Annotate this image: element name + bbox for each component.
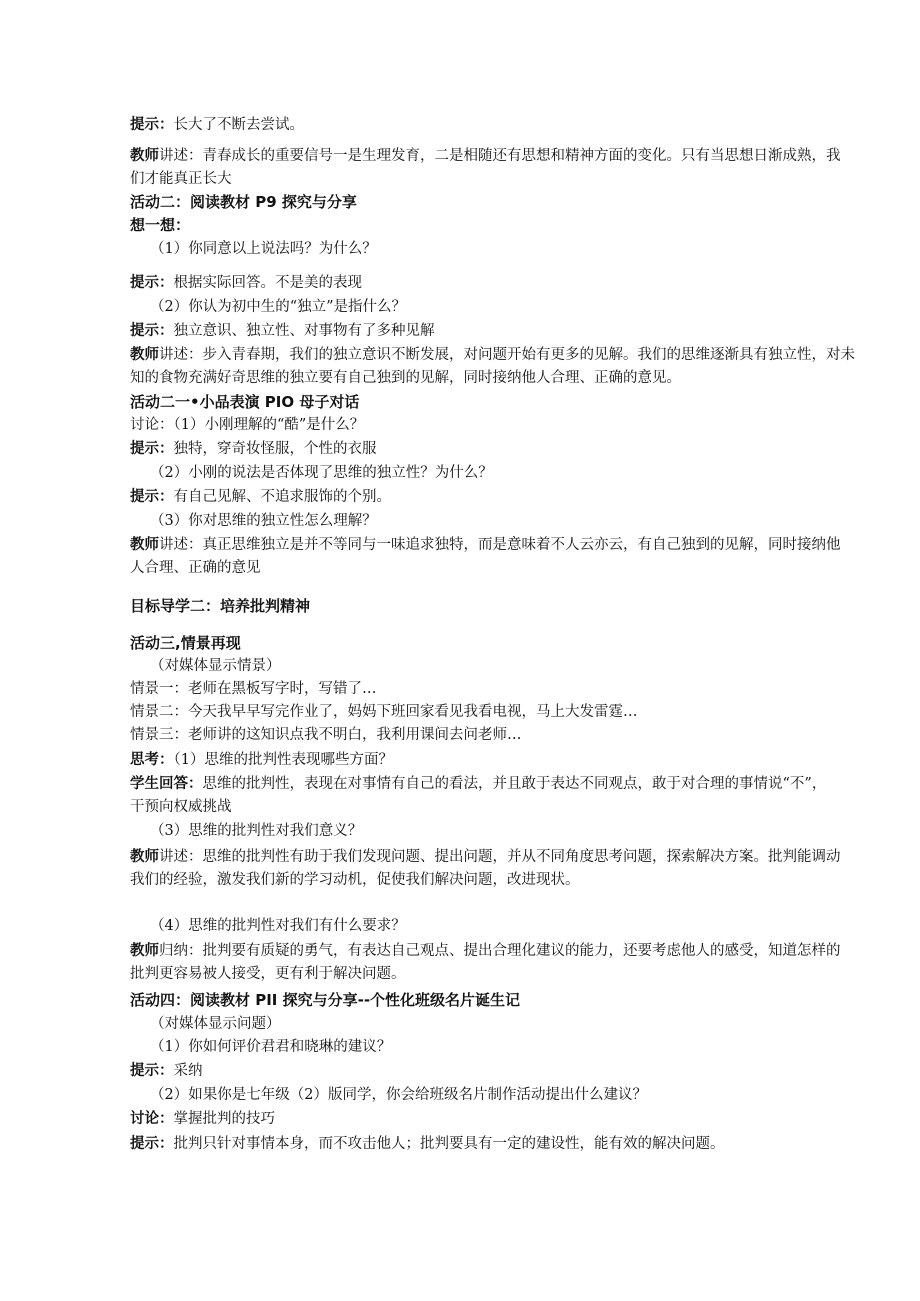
question-line: （2）小刚的说法是否体现了思维的独立性？为什么？ [150,465,493,481]
question-line: （1）你如何评价君君和晓琳的建议？ [150,1039,392,1055]
teacher-label: 教师 [130,537,159,553]
hint-label: 提示： [130,117,174,133]
teacher-lecture-line [130,145,892,168]
line-text: 讲述：真正思维独立是并不等同与一味追求独特，而是意味着不人云亦云，有自己独到的见解，同时接纳他 [159,537,841,553]
line-text: 掌握批判的技巧 [173,1111,275,1127]
hint-line [130,438,892,461]
hint-label: 提示： [130,323,174,339]
line-text: 采纳 [173,1063,203,1079]
question-line: （4）思维的批判性对我们有什么要求？ [150,918,406,934]
scenario-line: 情景一：老师在黑板写字时，写错了… [130,681,377,697]
activity-heading: 活动三,情景再现 [130,634,241,652]
teacher-label: 教师 [130,347,159,363]
scenario-line: 情景二：今天我早早写完作业了，妈妈下班回家看见我看电视，马上大发雷霆… [130,704,638,720]
line-text: 人合理、正确的意见 [130,560,261,576]
student-answer-label: 学生回答： [130,776,203,792]
hint-line [130,1060,892,1083]
line-text: 讲述：思维的批判性有助于我们发现问题、提出问题，并从不同角度思考问题，探索解决方案。批判能调动 [159,849,841,865]
teacher-lecture-line [130,344,892,367]
hint-line [130,486,892,509]
line-text: 批判更容易被人接受，更有利于解决问题。 [130,966,406,982]
question-line: （2）你认为初中生的“独立”是指什么？ [150,299,407,315]
line-text: 有自己见解、不追求服饰的个别。 [173,489,391,505]
line-text: 思维的批判性，表现在对事情有自己的看法，并且敢于表达不同观点，敢于对合理的事情说“不”， [202,776,827,792]
line-text: 知的食物充满好奇思维的独立要有自己独到的见解，同时接纳他人合理、正确的意见。 [130,370,681,386]
discussion-line: 讨论：（1）小刚理解的“酷”是什么？ [130,417,365,433]
line-text: 干预向权威挑战 [130,799,232,815]
media-note: （对媒体显示情景） [150,658,281,674]
line-text: 我们的经验，激发我们新的学习动机，促使我们解决问题，改进现状。 [130,872,580,888]
line-text: 独立意识、独立性、对事物有了多种见解 [173,323,435,339]
line-text: 批判只针对事情本身，而不攻击他人；批判要具有一定的建设性，能有效的解决问题。 [173,1136,725,1152]
line-text: 长大了不断去尝试。 [173,117,304,133]
question-line: （3）你对思维的独立性怎么理解？ [150,513,377,529]
line-text: 归纳：批判要有质疑的勇气，有表达自己观点、提出合理化建议的能力，还要考虑他人的感受，知道怎样的 [159,943,841,959]
activity-heading: 活动四：阅读教材 PII 探究与分享--个性化班级名片诞生记 [130,991,521,1009]
student-answer-line [130,773,892,796]
think-label: 思考： [130,752,174,768]
hint-line [130,272,892,295]
media-note: （对媒体显示问题） [150,1016,281,1032]
section-heading: 目标导学二：培养批判精神 [130,597,311,615]
activity-heading: 活动二一•小品表演 PIO 母子对话 [130,393,360,411]
line-text: 讲述：青春成长的重要信号一是生理发育，二是相随还有思想和精神方面的变化。只有当思想日渐成熟，我 [159,148,841,164]
teacher-label: 教师 [130,943,159,959]
hint-line [130,114,892,137]
hint-label: 提示： [130,275,174,291]
teacher-lecture-line [130,846,892,869]
line-text: 根据实际回答。不是美的表现 [173,275,362,291]
hint-label: 提示： [130,1136,174,1152]
hint-line [130,1133,892,1156]
question-line: （3）思维的批判性对我们意义？ [150,823,363,839]
hint-label: 提示： [130,441,174,457]
hint-line [130,320,892,343]
scenario-line: 情景三：老师讲的这知识点我不明白，我利用课间去问老师… [130,727,522,743]
line-text: 独特，穿奇妆怪服，个性的衣服 [173,441,377,457]
teacher-label: 教师 [130,148,159,164]
activity-heading: 活动二：阅读教材 P9 探究与分享 [130,193,357,211]
teacher-lecture-line [130,534,892,557]
hint-label: 提示： [130,489,174,505]
think-line [130,749,892,772]
think-heading: 想一想： [130,216,191,234]
teacher-summary-line [130,940,892,963]
discussion-line [130,1108,892,1131]
hint-label: 提示： [130,1063,174,1079]
discussion-label: 讨论： [130,1111,174,1127]
question-line: （2）如果你是七年级（2）版同学，你会给班级名片制作活动提出什么建议？ [150,1087,647,1103]
question-line: （1）你同意以上说法吗？为什么？ [150,241,377,257]
teacher-label: 教师 [130,849,159,865]
line-text: （1）思维的批判性表现哪些方面？ [173,752,393,768]
line-text: 讲述：步入青春期，我们的独立意识不断发展，对问题开始有更多的见解。我们的思维逐渐具有独立性，对未 [159,347,855,363]
line-text: 们才能真正长大 [130,171,232,187]
